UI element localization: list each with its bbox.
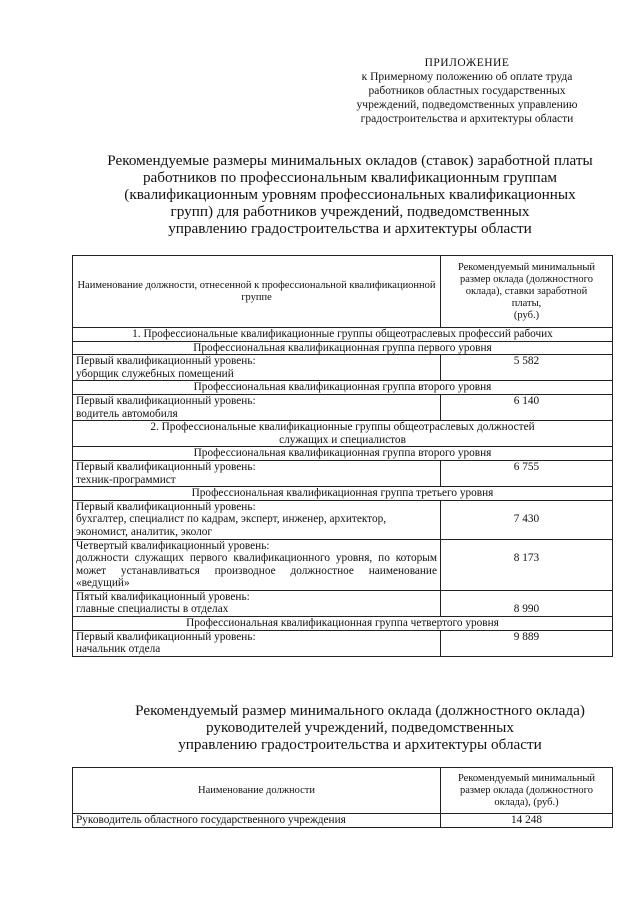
group-title: Профессиональная квалификационная группа второго уровня	[73, 447, 613, 461]
header-salary-line: (руб.)	[513, 309, 540, 321]
table-row	[73, 394, 613, 420]
level-label: Первый квалификационный уровень:	[76, 394, 256, 407]
position-name: техник-программист	[76, 473, 176, 486]
title-line: (квалификационным уровням профессиональных квалификационных	[124, 186, 576, 203]
position-cell	[73, 539, 441, 590]
appendix-line: к Примерному положению об оплате труда	[361, 71, 573, 83]
table-row	[73, 539, 613, 590]
position-cell	[73, 590, 441, 616]
table-row	[73, 460, 613, 486]
level-label: Первый квалификационный уровень:	[76, 500, 256, 513]
header-salary-line: Рекомендуемый минимальный	[457, 261, 596, 273]
appendix-note	[322, 56, 612, 126]
level-label: Четвертый квалификационный уровень:	[76, 539, 270, 552]
header-salary-line: размер оклада (должностного	[460, 273, 593, 285]
title-line: руководителей учреждений, подведомственных	[206, 719, 514, 736]
position-name: Руководитель областного государственного учреждения	[73, 814, 441, 828]
position-cell	[73, 630, 441, 656]
salary-value: 8 990	[441, 590, 613, 616]
section-title: 1. Профессиональные квалификационные группы общеотраслевых профессий рабочих	[73, 328, 613, 342]
salary-value: 6 140	[441, 394, 613, 420]
group-title: Профессиональная квалификационная группа второго уровня	[73, 381, 613, 395]
title-line: Рекомендуемые размеры минимальных окладов (ставок) заработной платы	[107, 152, 593, 169]
header-position-name: Наименование должности, отнесенной к профессиональной квалификационной группе	[73, 256, 441, 328]
appendix-line: градостроительства и архитектуры области	[360, 113, 574, 125]
salary-value: 7 430	[441, 500, 613, 539]
position-name: экономист, аналитик, эколог	[76, 525, 212, 538]
position-cell	[73, 460, 441, 486]
group-row	[73, 381, 613, 395]
appendix-heading: ПРИЛОЖЕНИЕ	[424, 57, 510, 69]
salary-value: 6 755	[441, 460, 613, 486]
section-line: служащих и специалистов	[279, 433, 406, 446]
section-row	[73, 421, 613, 447]
position-name: уборщик служебных помещений	[76, 367, 234, 380]
salary-value: 9 889	[441, 630, 613, 656]
position-name: должности служащих первого квалификационного уровня, по которым может устанавливаться производное должностное наименование «ведущий»	[76, 552, 437, 590]
header-salary-line: оклада), ставки заработной	[465, 285, 588, 297]
header-salary-line: Рекомендуемый минимальный	[457, 772, 596, 784]
header-salary	[441, 768, 613, 814]
header-position-name: Наименование должности	[73, 768, 441, 814]
main-title	[90, 152, 610, 237]
appendix-line: работников областных государственных	[368, 85, 566, 97]
table-header-row	[73, 768, 613, 814]
second-title	[110, 702, 610, 753]
salary-table-workers	[72, 255, 613, 657]
title-line: работников по профессиональным квалификационным группам	[142, 169, 558, 186]
table-row	[73, 814, 613, 828]
title-line: Рекомендуемый размер минимального оклада (должностного оклада)	[135, 702, 585, 719]
table-row	[73, 630, 613, 656]
position-name: главные специалисты в отделах	[76, 603, 229, 616]
salary-value: 14 248	[441, 814, 613, 828]
salary-value: 8 173	[441, 539, 613, 590]
position-name: начальник отдела	[76, 643, 161, 656]
header-salary-line: размер оклада (должностного	[460, 784, 593, 796]
header-salary-line: платы,	[511, 297, 542, 309]
position-cell	[73, 394, 441, 420]
group-title: Профессиональная квалификационная группа четвертого уровня	[73, 617, 613, 631]
table-row	[73, 500, 613, 539]
level-label: Пятый квалификационный уровень:	[76, 590, 250, 603]
table-row	[73, 355, 613, 381]
group-title: Профессиональная квалификационная группа первого уровня	[73, 341, 613, 355]
group-row	[73, 447, 613, 461]
group-row	[73, 617, 613, 631]
level-label: Первый квалификационный уровень:	[76, 630, 256, 643]
salary-value: 5 582	[441, 355, 613, 381]
section-line: 2. Профессиональные квалификационные группы общеотраслевых должностей	[150, 421, 535, 434]
position-cell	[73, 355, 441, 381]
section-row	[73, 328, 613, 342]
salary-table-heads	[72, 767, 613, 828]
position-name: водитель автомобиля	[76, 407, 178, 420]
title-line: управлению градостроительства и архитектуры области	[178, 736, 542, 753]
title-line: управлению градостроительства и архитектуры области	[168, 220, 532, 237]
appendix-line: учреждений, подведомственных управлению	[356, 99, 578, 111]
level-label: Первый квалификационный уровень:	[76, 460, 256, 473]
group-title: Профессиональная квалификационная группа третьего уровня	[73, 487, 613, 501]
header-salary-line: оклада), (руб.)	[494, 796, 559, 808]
position-name: бухгалтер, специалист по кадрам, эксперт, инженер, архитектор,	[76, 513, 387, 526]
header-salary	[441, 256, 613, 328]
table-header-row	[73, 256, 613, 328]
group-row	[73, 341, 613, 355]
level-label: Первый квалификационный уровень:	[76, 355, 256, 368]
table-row	[73, 590, 613, 616]
position-cell	[73, 500, 441, 539]
group-row	[73, 487, 613, 501]
title-line: групп) для работников учреждений, подведомственных	[170, 203, 530, 220]
section-title	[73, 421, 613, 447]
